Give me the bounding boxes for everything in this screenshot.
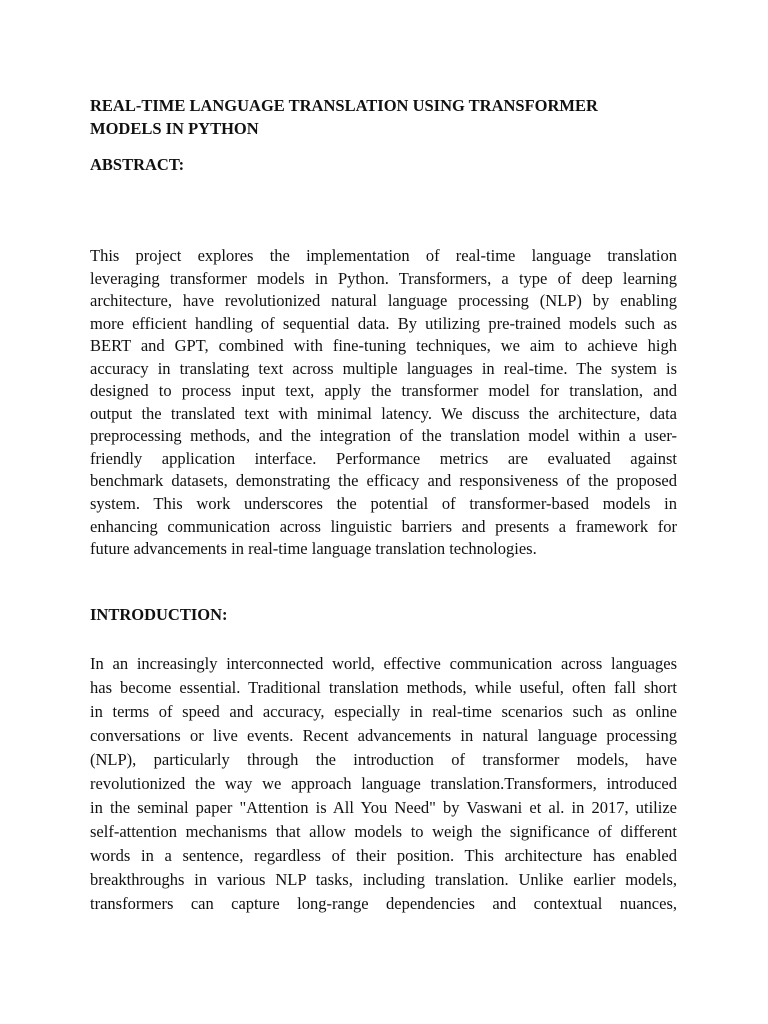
paragraph-line: output the translated text with minimal latency. We discuss the architecture, data [90, 403, 677, 423]
paragraph-line: more efficient handling of sequential data. By utilizing pre-trained models such as [90, 313, 677, 333]
abstract-heading: ABSTRACT: [90, 155, 185, 174]
paragraph-line: benchmark datasets, demonstrating the efficacy and responsiveness of the proposed [90, 471, 677, 491]
paragraph-line: has become essential. Traditional translation methods, while useful, often fall short [90, 678, 677, 697]
document-title [90, 94, 677, 140]
paragraph-line: in terms of speed and accuracy, especially in real-time scenarios such as online [90, 702, 677, 721]
title-line: MODELS IN PYTHON [90, 119, 259, 138]
paragraph-line: accuracy in translating text across multiple languages in real-time. The system is [90, 358, 677, 378]
paragraph-line: preprocessing methods, and the integration of the translation model within a user- [90, 426, 677, 446]
paragraph-line: leveraging transformer models in Python. Transformers, a type of deep learning [90, 268, 677, 288]
paragraph-line: words in a sentence, regardless of their position. This architecture has enabled [90, 846, 677, 865]
paragraph-line: conversations or live events. Recent advancements in natural language processing [90, 726, 677, 745]
paragraph-line: designed to process input text, apply the transformer model for translation, and [90, 381, 677, 401]
paragraph-line: system. This work underscores the potential of transformer-based models in [90, 494, 677, 514]
paragraph-line: self-attention mechanisms that allow models to weigh the significance of different [90, 822, 677, 841]
paragraph-line: architecture, have revolutionized natural language processing (NLP) by enabling [90, 291, 677, 311]
paragraph-line: breakthroughs in various NLP tasks, including translation. Unlike earlier models, [90, 870, 677, 889]
paragraph-line: In an increasingly interconnected world, effective communication across languages [90, 654, 677, 673]
introduction-paragraph [90, 652, 677, 916]
paragraph-line: (NLP), particularly through the introduction of transformer models, have [90, 750, 677, 769]
paragraph-line: transformers can capture long-range dependencies and contextual nuances, [90, 894, 677, 913]
title-line: REAL-TIME LANGUAGE TRANSLATION USING TRANSFORMER [90, 96, 598, 115]
paragraph-line: BERT and GPT, combined with fine-tuning techniques, we aim to achieve high [90, 336, 677, 356]
introduction-heading: INTRODUCTION: [90, 605, 228, 624]
paragraph-line: future advancements in real-time language translation technologies. [90, 539, 537, 559]
paragraph-line: revolutionized the way we approach language translation.Transformers, introduced [90, 774, 677, 793]
paragraph-line: friendly application interface. Performance metrics are evaluated against [90, 448, 677, 468]
paragraph-line: in the seminal paper "Attention is All You Need" by Vaswani et al. in 2017, utilize [90, 798, 677, 817]
paragraph-line: enhancing communication across linguistic barriers and presents a framework for [90, 516, 677, 536]
abstract-paragraph [90, 245, 677, 561]
paragraph-line: This project explores the implementation of real-time language translation [90, 246, 677, 265]
